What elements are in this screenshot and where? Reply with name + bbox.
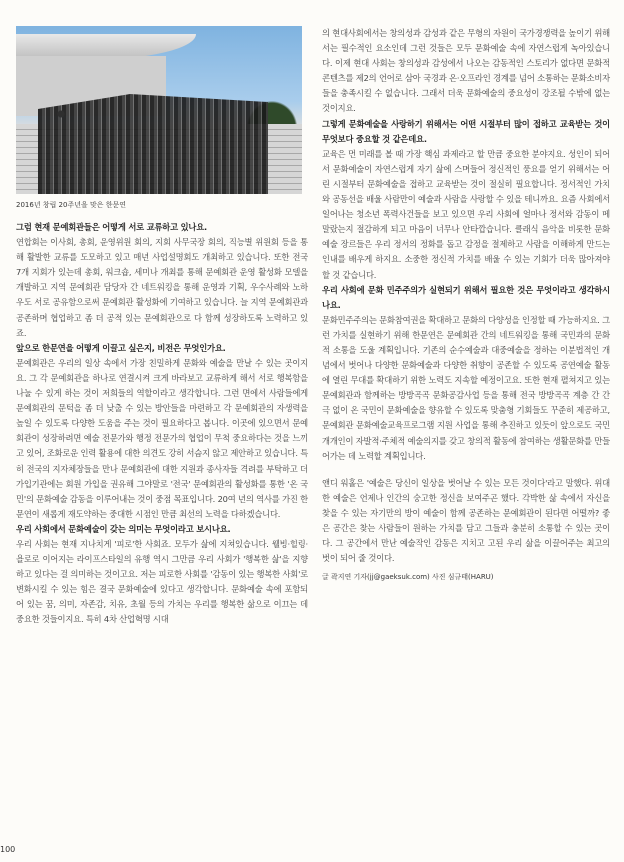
right-column bbox=[322, 26, 610, 582]
paragraph: 우리 사회는 현재 지나치게 '피로'한 사회죠. 모두가 삶에 지쳐있습니다. 웰빙·힐링·욜로로 이어지는 라이프스타일의 유행 역시 그만큼 우리 사회가 '행복한 삶'을 지향하고 있다는 걸 의미하는 것이고요. 저는 피로한 사회를 '감동이 있는 행복한 사회'로 변화시킬 수 있는 힘은 결국 문화예술에 있다고 생각합니다. 문화예술 속에 포함되어 있는 꿈, 의미, 자존감, 치유, 초월 등의 가치는 우리를 행복한 삶으로 이끄는 데 중요한 것들이지요. 특히 4차 산업혁명 시대 bbox=[16, 538, 308, 625]
paragraph-gap bbox=[322, 464, 610, 476]
interview-question: 우리 사회에 문화 민주주의가 실현되기 위해서 필요한 것은 무엇이라고 생각하시나요. bbox=[322, 284, 610, 310]
paragraph: 교육은 먼 미래를 볼 때 가장 핵심 과제라고 할 만큼 중요한 분야지요. 성인이 되어서 문화예술이 자연스럽게 자기 삶에 스며들어 정신적인 풍요를 얻기 위해서는 어린 시절부터 문화예술을 접하고 교육받는 것이 절실히 필요합니다. 정서적인 가치와 공동선을 배울 사람만이 예술과 사람을 사랑할 수 있을 테니까요. 요즘 사회에서 일어나는 청소년 폭력사건들을 보고 있으면 우리 사회에 얼마나 정서와 감동이 메말랐는지 절감하게 되고 마음이 너무나 안타깝습니다. 클래식 음악을 비롯한 문화예술 장르들은 우리 정서의 정화를 돕고 감정을 절제하고 사람을 이해하게 만드는 인내를 배우게 하지요. 소중한 정신적 가치를 배울 수 있는 기회가 더욱 많아져야 할 것 같습니다. bbox=[322, 148, 610, 280]
interview-question: 우리 사회에서 문화예술이 갖는 의미는 무엇이라고 보시나요. bbox=[16, 523, 231, 534]
paragraph: 문화민주주의는 문화참여권을 확대하고 문화의 다양성을 인정할 때 가능하지요. 그런 가치를 실현하기 위해 한문연은 문예회관 간의 네트워킹을 통해 국민과의 문화적 소통을 도울 계획입니다. 기존의 순수예술과 대중예술을 정하는 이분법적인 개념에서 벗어나 다양한 문화예술과 다양한 취향이 공존할 수 있도록 공연예술 활동에 열린 무대를 확대하기 위한 노력도 지속할 예정이고요. 또한 현재 펼쳐지고 있는 문예회관과 함께하는 방방곡곡 문화공감사업 등을 통해 전국 방방곡곡 계층 간 간극 없이 온 국민이 문화예술을 향유할 수 있도록 맞춤형 기회들도 꾸준히 제공하고, 문예회관 문화예술교육프로그램 지원 사업을 통해 추진하고 있듯이 앞으로도 국민 개개인이 자발적·주체적 예술의지를 갖고 창의적 활동에 참여하는 생활문화를 만들어가는 데 노력할 계획입니다. bbox=[322, 314, 610, 461]
right-body-text bbox=[322, 26, 610, 566]
photo-caption: 2016년 창립 20주년을 맞은 한문연 bbox=[16, 201, 127, 209]
paragraph: 연합회는 이사회, 총회, 운영위원 회의, 지회 사무국장 회의, 직능별 위원회 등을 통해 활발한 교류를 도모하고 있고 매년 사업설명회도 개최하고 있습니다. 또한 전국 7개 지회가 있는데 총회, 워크숍, 세미나 개최를 통해 문예회관 운영 활성화 모델을 개발하고 지역 문예회관 담당자 간 네트워킹을 통해 운영과 기획, 우수사례와 노하우도 서로 공유함으로써 문예회관 활성화에 기여하고 있습니다. 늘 지역 문예회관과 공존하며 협업하고 좀 더 공적 있는 문예회관으로 다 함께 성장하도록 노력하고 있죠. bbox=[16, 237, 308, 338]
interview-question: 앞으로 한문연을 어떻게 이끌고 싶은지, 비전은 무엇인가요. bbox=[16, 342, 226, 353]
paragraph: 의 현대사회에서는 창의성과 감성과 같은 무형의 자원이 국가경쟁력을 높이기 위해서는 필수적인 요소인데 그런 것들은 모두 문화예술 속에 자연스럽게 녹아있습니다. 이제 현대 사회는 창의성과 감성에서 나오는 감동적인 스토리가 없다면 문화적 콘텐츠를 제2의 언어로 삼아 국경과 온·오프라인 경계를 넘어 소통하는 문화소비자들을 충족시킬 수 없습니다. 그래서 더욱 문화예술의 중요성이 강조될 수밖에 없는 것이지요. bbox=[322, 28, 610, 114]
left-body-text bbox=[16, 220, 308, 628]
page-number: 100 bbox=[0, 845, 16, 854]
article-credit: 글 곽지연 기자(jj@gaeksuk.com) 사진 심규태(HARU) bbox=[322, 573, 494, 582]
interview-question: 그럼 현재 문예회관들은 어떻게 서로 교류하고 있나요. bbox=[16, 222, 208, 232]
group-photo bbox=[16, 26, 302, 194]
paragraph: 앤디 워홀은 '예술은 당신이 일상을 벗어날 수 있는 모든 것이다'라고 말했다. 위대한 예술은 언제나 인간의 숭고한 정신을 보여주곤 했다. 각박한 삶 속에서 자신을 찾을 수 있는 자기만의 방이 예술이 함께 공존하는 문예회관이 된다면 어떨까? 좋은 공간은 찾는 사람들이 원하는 가치를 담고 그들과 충분히 소통할 수 있는 곳이다. 그 공간에서 만난 예술작인 감동은 지치고 고된 우리 삶을 이끌어주는 최고의 벗이 되어 줄 것이다. bbox=[322, 477, 610, 564]
left-column bbox=[16, 26, 308, 628]
paragraph: 문예회관은 우리의 일상 속에서 가장 친밀하게 문화와 예술을 만날 수 있는 곳이지요. 그 각 문예회관을 하나로 연결시켜 크게 바라보고 교류하게 해서 서로 행복함을 나눌 수 있게 하는 것이 저희들의 역할이라고 생각합니다. 그런 면에서 사람들에게 문예회관의 문턱을 좀 더 낮출 수 있는 방안들을 마련하고 각 문예회관의 자생력을 높일 수 있도록 다양한 도움을 주는 것이 필요하다고 봅니다. 이곳에 있으면서 문예회관이 성장하려면 예술 전문가와 행정 전문가의 협업이 무척 중요하다는 것을 느끼고 있어, 조화로운 인력 활용에 대한 의견도 강히 서슴지 않고 제안하고 있습니다. 특히 전국의 지자체장들을 만나 문예회관에 대한 지원과 종사자들 격려를 부탁하고 더 가입기관에는 회원 가입을 권유해 그야말로 '전국' 문예회관의 활성화를 통한 '온 국민'의 문화예술 감동을 이루어내는 것이 중점 목표입니다. 20여 년의 역사를 가진 한문연이 새롭게 재도약하는 중대한 시점인 만큼 최선의 노력을 다하겠습니다. bbox=[16, 357, 309, 519]
interview-question: 그렇게 문화예술을 사랑하기 위해서는 어떤 시절부터 많이 접하고 교육받는 것이 무엇보다 중요할 것 같은데요. bbox=[322, 118, 610, 144]
